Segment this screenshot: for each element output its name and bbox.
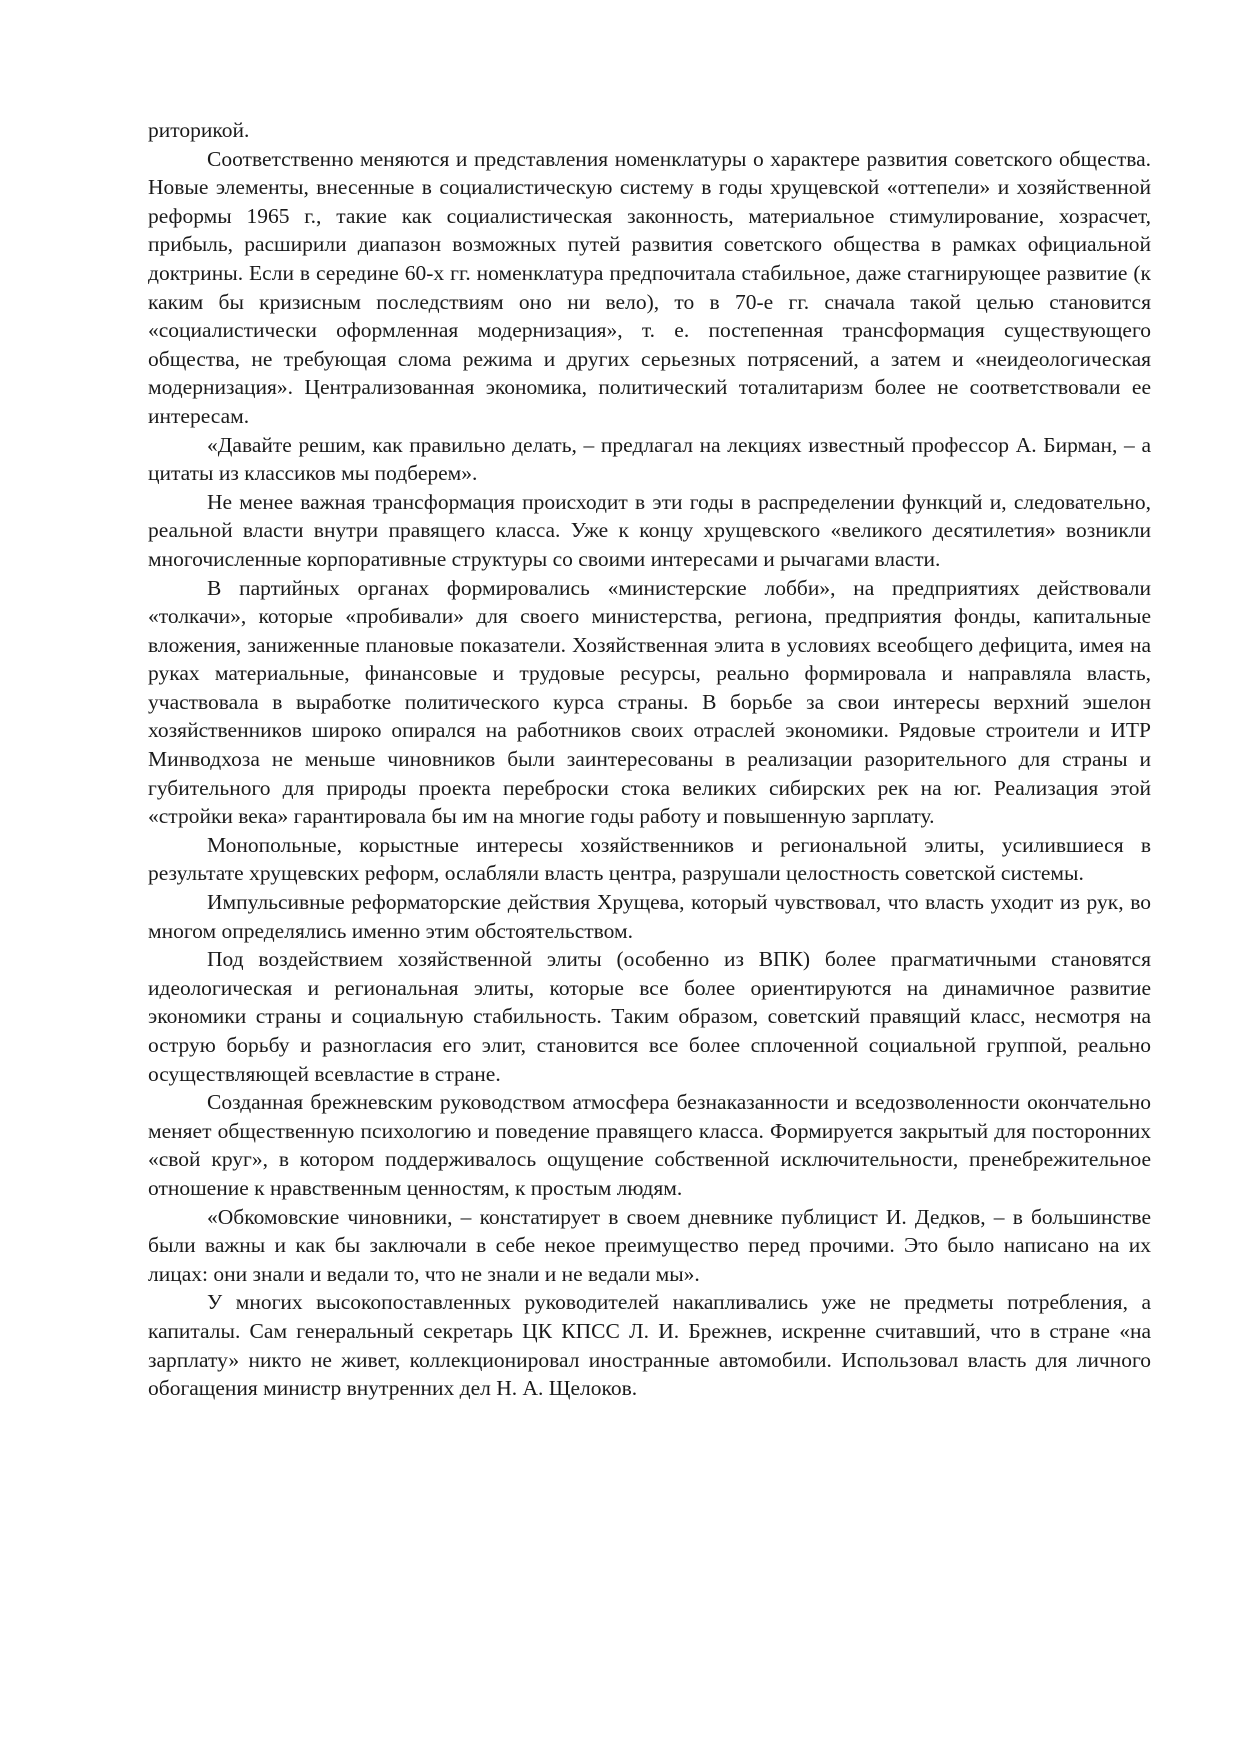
paragraph: Импульсивные реформаторские действия Хрущева, который чувствовал, что власть уходит из рук, во многом определялись именно этим обстоятельством. — [148, 890, 1151, 943]
paragraph: Монопольные, корыстные интересы хозяйственников и региональной элиты, усилившиеся в результате хрущевских реформ, ослабляли власть центра, разрушали целостность советской системы. — [148, 832, 1151, 886]
paragraph-continuation: риторикой. — [148, 118, 250, 142]
paragraph: Созданная брежневским руководством атмосфера безнаказанности и вседозволенности окончательно меняет общественную психологию и поведение правящего класса. Формируется закрытый для посторонних «свой круг», в котором поддерживалось ощущение собственной исключительности, пренебрежительное отношение к нравственным ценностям, к простым людям. — [148, 1090, 1151, 1200]
paragraph: У многих высокопоставленных руководителей накапливались уже не предметы потребления, а капиталы. Сам генеральный секретарь ЦК КПСС Л. И. Брежнев, искренне считавший, что в стране «на зарплату» никто не живет, коллекционировал иностранные автомобили. Использовал власть для личного обогащения министр внутренних дел Н. А. Щелоков. — [148, 1290, 1151, 1401]
paragraph-quote: «Обкомовские чиновники, – констатирует в своем дневнике публицист И. Дедков, – в большинстве были важны и как бы заключали в себе некое преимущество перед прочими. Это было написано на их лицах: они знали и ведали то, что не знали и не ведали мы». — [148, 1204, 1151, 1286]
paragraph: В партийных органах формировались «министерские лобби», на предприятиях действовали «толкачи», которые «пробивали» для своего министерства, региона, предприятия фонды, капитальные вложения, заниженные плановые показатели. Хозяйственная элита в условиях всеобщего дефицита, имея на руках материальные, финансовые и трудовые ресурсы, реально формировала и направляла власть, участвовала в выработке политического курса страны. В борьбе за свои интересы верхний эшелон хозяйственников широко опирался на работников своих отраслей экономики. Рядовые строители и ИТР Минводхоза не меньше чиновников были заинтересованы в реализации разорительного для страны и губительного для природы проекта переброски стока великих сибирских рек на юг. Реализация этой «стройки века» гарантировала бы им на многие годы работу и повышенную зарплату. — [148, 575, 1151, 829]
document-page — [148, 116, 1151, 1403]
paragraph-quote: «Давайте решим, как правильно делать, – предлагал на лекциях известный профессор А. Бирман, – а цитаты из классиков мы подберем». — [148, 432, 1151, 486]
paragraph: Соответственно меняются и представления номенклатуры о характере развития советского общества. Новые элементы, внесенные в социалистическую систему в годы хрущевской «оттепели» и хозяйственной реформы 1965 г., такие как социалистическая законность, материальное стимулирование, хозрасчет, прибыль, расширили диапазон возможных путей развития советского общества в рамках официальной доктрины. Если в середине 60-х гг. номенклатура предпочитала стабильное, даже стагнирующее развитие (к каким бы кризисным последствиям оно ни вело), то в 70-е гг. сначала такой целью становится «социалистически оформленная модернизация», т. е. постепенная трансформация существующего общества, не требующая слома режима и других серьезных потрясений, а затем и «неидеологическая модернизация». Централизованная экономика, политический тоталитаризм более не соответствовали ее интересам. — [148, 146, 1151, 428]
paragraph: Под воздействием хозяйственной элиты (особенно из ВПК) более прагматичными становятся идеологическая и региональная элиты, которые все более ориентируются на динамичное развитие экономики страны и социальную стабильность. Таким образом, советский правящий класс, несмотря на острую борьбу и разногласия его элит, становится все более сплоченной социальной группой, реально осуществляющей всевластие в стране. — [148, 947, 1151, 1086]
paragraph: Не менее важная трансформация происходит в эти годы в распределении функций и, следовательно, реальной власти внутри правящего класса. Уже к концу хрущевского «великого десятилетия» возникли многочисленные корпоративные структуры со своими интересами и рычагами власти. — [148, 489, 1151, 571]
